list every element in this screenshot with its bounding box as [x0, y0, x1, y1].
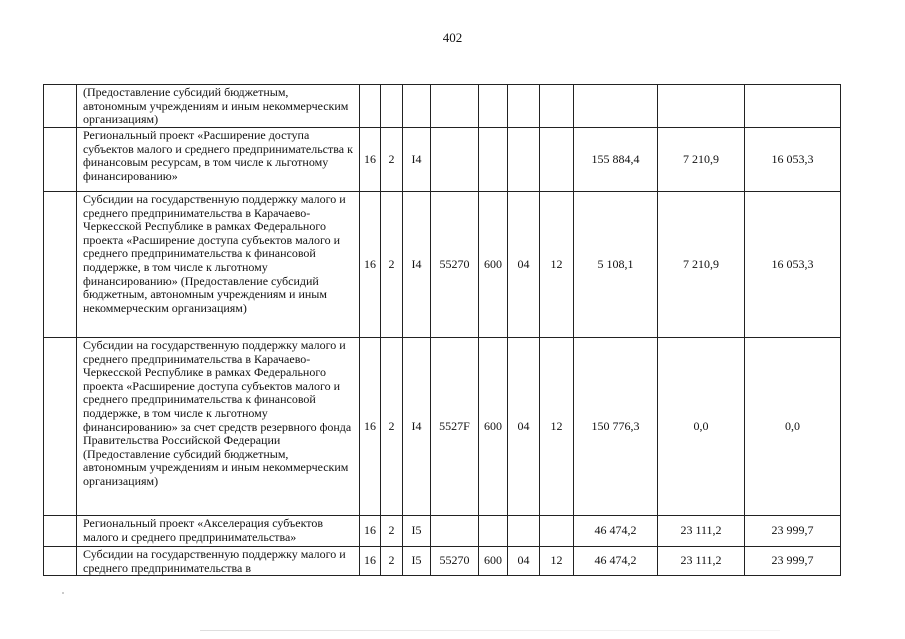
code-cell: I4 [403, 338, 431, 516]
amount-cell: 16 053,3 [745, 128, 841, 192]
vr-cell: 600 [479, 192, 508, 338]
rz-cell: 04 [508, 338, 540, 516]
amount-cell: 0,0 [745, 338, 841, 516]
code-cell: 2 [381, 547, 403, 576]
scan-speck [62, 592, 64, 594]
row-name: Субсидии на государственную поддержку малого и среднего предпринимательства в Карачаево-Черкесской Республике в рамках Федерального проекта «Расширение доступа субъектов малого и среднего предпринимательства к финансовой поддержке, в том числе к льготному финансированию» (Предоставление субсидий бюджетным, автономным учреждениям и иным некоммерческим организациям) [77, 192, 360, 338]
row-name: Региональный проект «Акселерация субъектов малого и среднего предпринимательства» [77, 516, 360, 547]
table-row [44, 128, 841, 192]
vr-cell: 600 [479, 547, 508, 576]
row-name: Субсидии на государственную поддержку малого и среднего предпринимательства в [77, 547, 360, 576]
pr-cell [540, 516, 574, 547]
code-cell: 55270 [431, 192, 479, 338]
code-cell [403, 85, 431, 128]
code-cell: 5527F [431, 338, 479, 516]
code-cell [431, 516, 479, 547]
table-row [44, 516, 841, 547]
code-cell: 16 [360, 128, 381, 192]
pr-cell: 12 [540, 338, 574, 516]
code-cell: I5 [403, 516, 431, 547]
code-cell: 16 [360, 516, 381, 547]
rz-cell [508, 85, 540, 128]
amount-cell: 23 111,2 [658, 547, 745, 576]
budget-table [43, 84, 841, 576]
code-cell [381, 85, 403, 128]
code-cell: I5 [403, 547, 431, 576]
rz-cell [508, 516, 540, 547]
amount-cell: 46 474,2 [574, 547, 658, 576]
amount-cell: 0,0 [658, 338, 745, 516]
blank-cell [44, 85, 77, 128]
code-cell: 2 [381, 516, 403, 547]
pr-cell: 12 [540, 192, 574, 338]
row-name: Субсидии на государственную поддержку малого и среднего предпринимательства в Карачаево-Черкесской Республике в рамках Федерального проекта «Расширение доступа субъектов малого и среднего предпринимательства к финансовой поддержке, в том числе к льготному финансированию» за счет средств резервного фонда Правительства Российской Федерации (Предоставление субсидий бюджетным, автономным учреждениям и иным некоммерческим организациям) [77, 338, 360, 516]
blank-cell [44, 547, 77, 576]
code-cell [431, 85, 479, 128]
amount-cell: 150 776,3 [574, 338, 658, 516]
table-row [44, 547, 841, 576]
pr-cell: 12 [540, 547, 574, 576]
vr-cell [479, 128, 508, 192]
row-name: (Предоставление субсидий бюджетным, автономным учреждениям и иным некоммерческим организациям) [77, 85, 360, 128]
vr-cell: 600 [479, 338, 508, 516]
code-cell: 16 [360, 338, 381, 516]
amount-cell: 155 884,4 [574, 128, 658, 192]
vr-cell [479, 85, 508, 128]
code-cell: I4 [403, 128, 431, 192]
table-row [44, 338, 841, 516]
pr-cell [540, 128, 574, 192]
rz-cell [508, 128, 540, 192]
amount-cell: 7 210,9 [658, 192, 745, 338]
blank-cell [44, 128, 77, 192]
amount-cell [745, 85, 841, 128]
code-cell: 16 [360, 547, 381, 576]
code-cell: 2 [381, 192, 403, 338]
code-cell: 16 [360, 192, 381, 338]
amount-cell: 23 111,2 [658, 516, 745, 547]
row-name: Региональный проект «Расширение доступа субъектов малого и среднего предпринимательства к финансовым ресурсам, в том числе к льготному финансированию» [77, 128, 360, 192]
table-row [44, 192, 841, 338]
code-cell: I4 [403, 192, 431, 338]
blank-cell [44, 516, 77, 547]
amount-cell: 5 108,1 [574, 192, 658, 338]
code-cell: 2 [381, 338, 403, 516]
scan-artifact-line [200, 630, 780, 631]
pr-cell [540, 85, 574, 128]
amount-cell: 7 210,9 [658, 128, 745, 192]
code-cell [431, 128, 479, 192]
code-cell: 55270 [431, 547, 479, 576]
rz-cell: 04 [508, 547, 540, 576]
amount-cell: 16 053,3 [745, 192, 841, 338]
page-number: 402 [442, 30, 463, 45]
table-row [44, 85, 841, 128]
amount-cell [658, 85, 745, 128]
blank-cell [44, 338, 77, 516]
vr-cell [479, 516, 508, 547]
blank-cell [44, 192, 77, 338]
rz-cell: 04 [508, 192, 540, 338]
amount-cell: 23 999,7 [745, 516, 841, 547]
code-cell [360, 85, 381, 128]
amount-cell: 46 474,2 [574, 516, 658, 547]
amount-cell [574, 85, 658, 128]
code-cell: 2 [381, 128, 403, 192]
amount-cell: 23 999,7 [745, 547, 841, 576]
